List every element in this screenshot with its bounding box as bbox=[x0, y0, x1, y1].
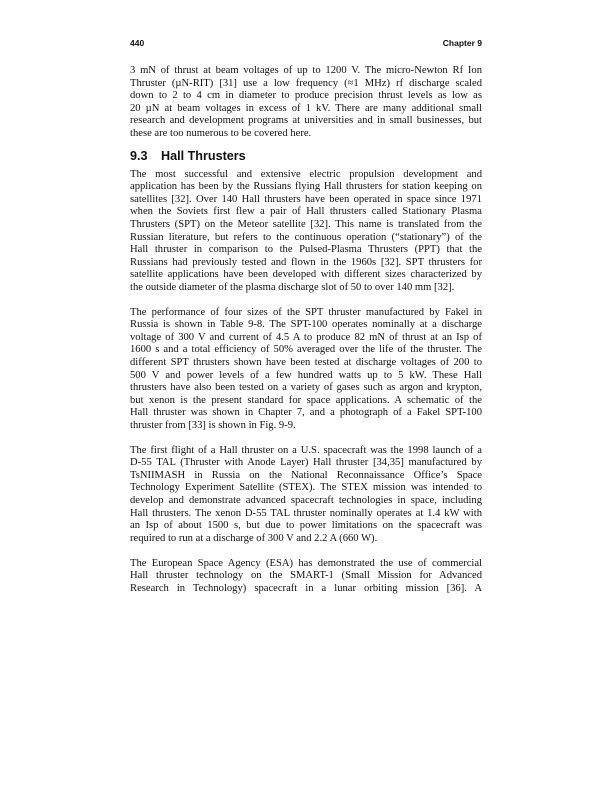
text-line: but xenon is the present standard for space applications. A schematic of the bbox=[130, 394, 482, 406]
paragraph-spt-performance bbox=[130, 307, 482, 432]
paragraph-hall-history bbox=[130, 169, 482, 294]
paragraph-intro bbox=[130, 65, 482, 140]
text-line: Russian literature, but refers to the continuous operation (“stationary”) of the bbox=[130, 231, 482, 243]
section-heading bbox=[130, 150, 482, 163]
text-line: application has been by the Russians flying Hall thrusters for station keeping on bbox=[130, 181, 482, 193]
text-line: Thruster (µN-RIT) [31] use a low frequency (≈1 MHz) rf discharge scaled bbox=[130, 77, 482, 89]
section-number: 9.3 bbox=[130, 149, 148, 164]
chapter-label: Chapter 9 bbox=[442, 38, 482, 48]
section-title: Hall Thrusters bbox=[161, 149, 246, 164]
text-line: 20 µN at beam voltages in excess of 1 kV. There are many additional small bbox=[130, 102, 482, 114]
text-line: Hall thruster in comparison to the Pulsed-Plasma Thrusters (PPT) that the bbox=[130, 244, 482, 256]
text-line: TsNIIMASH in Russia on the National Reconnaissance Office’s Space bbox=[130, 469, 482, 481]
page-number: 440 bbox=[130, 38, 145, 48]
text-line: Technology Experiment Satellite (STEX). The STEX mission was intended to bbox=[130, 482, 482, 494]
text-line: these are too numerous to be covered here. bbox=[130, 127, 312, 139]
text-line: The most successful and extensive electric propulsion development and bbox=[130, 168, 482, 180]
text-line: The first flight of a Hall thruster on a U.S. spacecraft was the 1998 launch of a bbox=[130, 444, 482, 456]
text-line: Research in Technology) spacecraft in a lunar orbiting mission [36]. A bbox=[130, 582, 482, 594]
text-line: the outside diameter of the plasma discharge slot of 50 to over 140 mm [32]. bbox=[130, 281, 455, 293]
text-line: satellites [32]. Over 140 Hall thrusters have been operated in space since 1971 bbox=[130, 193, 482, 205]
text-line: voltage of 300 V and current of 4.5 A to produce 82 mN of thrust at an Isp of bbox=[130, 331, 482, 343]
text-line: an Isp of about 1500 s, but due to power limitations on the spacecraft was bbox=[130, 520, 482, 532]
text-line: D-55 TAL (Thruster with Anode Layer) Hall thruster [34,35] manufactured by bbox=[130, 457, 482, 469]
text-line: 1600 s and a total efficiency of 50% averaged over the life of the thruster. The bbox=[130, 344, 482, 356]
text-line: satellite applications have been developed with different sizes characterized by bbox=[130, 269, 482, 281]
text-line: required to run at a discharge of 300 V and 2.2 A (660 W). bbox=[130, 532, 378, 544]
text-line: Russians had previously tested and flown in the 1960s [32]. SPT thrusters for bbox=[130, 256, 482, 268]
text-line: Russia is shown in Table 9-8. The SPT-100 operates nominally at a discharge bbox=[130, 319, 482, 331]
text-line: Hall thruster technology on the SMART-1 (Small Mission for Advanced bbox=[130, 570, 482, 582]
text-line: when the Soviets first flew a pair of Hall thrusters called Stationary Plasma bbox=[130, 206, 482, 218]
text-line: different SPT thrusters shown have been tested at discharge voltages of 200 to bbox=[130, 356, 482, 368]
text-line: develop and demonstrate advanced spacecraft technologies in space, including bbox=[130, 494, 482, 506]
text-line: The European Space Agency (ESA) has demonstrated the use of commercial bbox=[130, 557, 482, 569]
body-text bbox=[130, 65, 482, 595]
paragraph-esa-smart1 bbox=[130, 558, 482, 596]
text-line: Thrusters (SPT) on the Meteor satellite [32]. This name is translated from the bbox=[130, 219, 482, 231]
text-line: down to 2 to 4 cm in diameter to produce precision thrust levels as low as bbox=[130, 90, 482, 102]
text-line: thrusters have also been tested on a variety of gases such as argon and krypton, bbox=[130, 382, 482, 394]
text-line: Hall thruster was shown in Chapter 7, and a photograph of a Fakel SPT-100 bbox=[130, 407, 482, 419]
text-line: 3 mN of thrust at beam voltages of up to 1200 V. The micro-Newton Rf Ion bbox=[130, 65, 482, 76]
text-line: 500 V and power levels of a few hundred watts up to 5 kW. These Hall bbox=[130, 369, 482, 381]
paragraph-us-flight bbox=[130, 445, 482, 545]
text-line: The performance of four sizes of the SPT thruster manufactured by Fakel in bbox=[130, 306, 482, 318]
text-line: thruster from [33] is shown in Fig. 9-9. bbox=[130, 419, 296, 431]
text-line: Hall thrusters. The xenon D-55 TAL thruster nominally operates at 1.4 kW with bbox=[130, 507, 482, 519]
text-line: research and development programs at universities and in small businesses, but bbox=[130, 115, 482, 127]
